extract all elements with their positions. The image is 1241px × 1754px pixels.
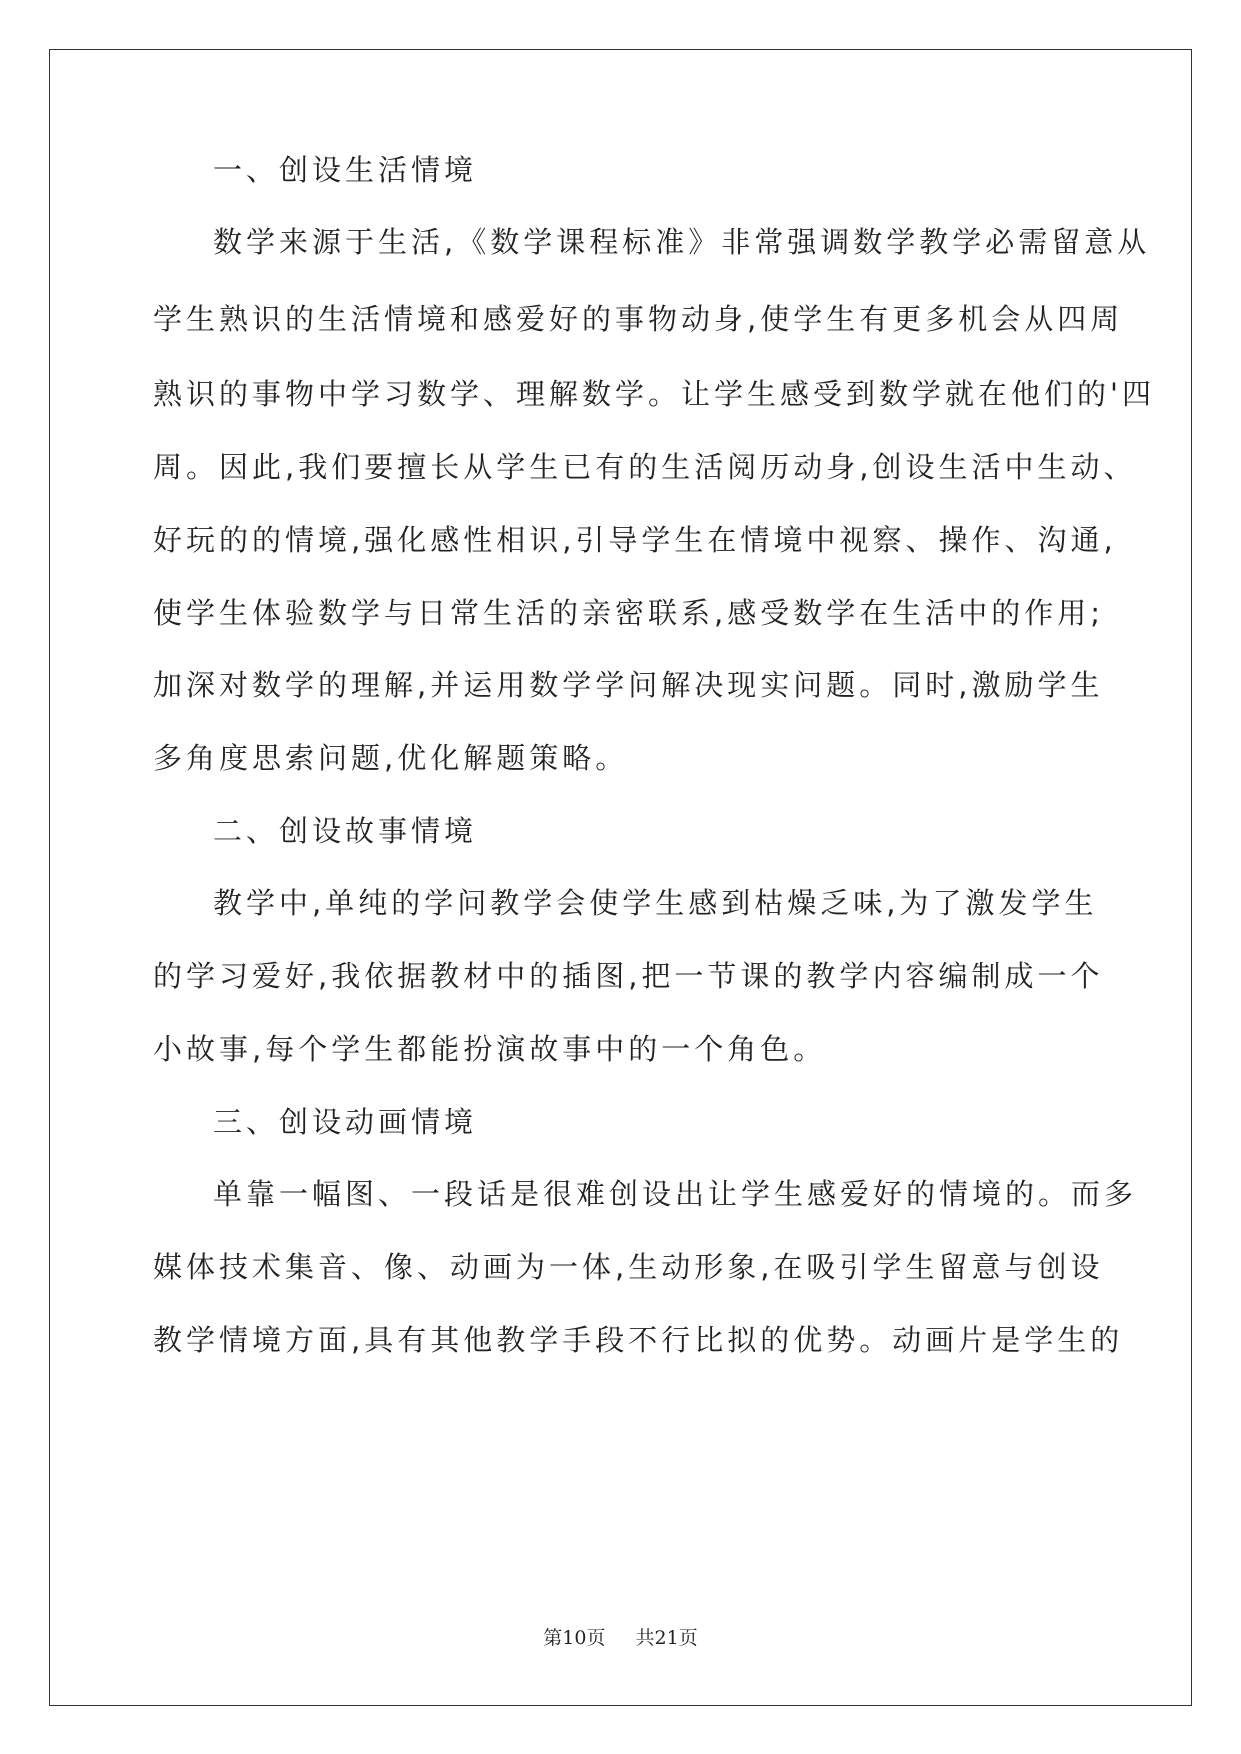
page-number-total: 共21页 (635, 1627, 698, 1649)
section-heading-1: 一、创设生活情境 (213, 153, 478, 187)
page-footer (0, 1623, 1241, 1650)
paragraph-1-line-6: 使学生体验数学与日常生活的亲密联系,感受数学在生活中的作用; (153, 596, 1104, 630)
paragraph-1-line-8: 多角度思索问题,优化解题策略。 (153, 741, 629, 775)
paragraph-3-line-1: 单靠一幅图、一段话是很难创设出让学生感爱好的情境的。而多 (213, 1177, 1138, 1211)
paragraph-1-line-4: 周。因此,我们要擅长从学生已有的生活阅历动身,创设生活中生动、 (153, 450, 1137, 484)
page-number-current: 第10页 (543, 1627, 606, 1649)
paragraph-2-line-3: 小故事,每个学生都能扮演故事中的一个角色。 (153, 1032, 827, 1066)
paragraph-1-line-1: 数学来源于生活,《数学课程标准》非常强调数学教学必需留意从 (213, 225, 1151, 259)
paragraph-1-line-3: 熟识的事物中学习数学、理解数学。让学生感受到数学就在他们的'四 (153, 377, 1155, 411)
page-border (49, 49, 1192, 1706)
paragraph-1-line-2: 学生熟识的生活情境和感爱好的事物动身,使学生有更多机会从四周 (153, 302, 1124, 336)
paragraph-1-line-5: 好玩的的情境,强化感性相识,引导学生在情境中视察、操作、沟通, (153, 523, 1117, 557)
section-heading-2: 二、创设故事情境 (213, 814, 478, 848)
paragraph-2-line-1: 教学中,单纯的学问教学会使学生感到枯燥乏味,为了激发学生 (213, 886, 1098, 920)
section-heading-3: 三、创设动画情境 (213, 1105, 478, 1139)
paragraph-1-line-7: 加深对数学的理解,并运用数学学问解决现实问题。同时,激励学生 (153, 668, 1104, 702)
paragraph-3-line-2: 媒体技术集音、像、动画为一体,生动形象,在吸引学生留意与创设 (153, 1250, 1104, 1284)
paragraph-2-line-2: 的学习爱好,我依据教材中的插图,把一节课的教学内容编制成一个 (153, 959, 1104, 993)
paragraph-3-line-3: 教学情境方面,具有其他教学手段不行比拟的优势。动画片是学生的 (153, 1323, 1124, 1357)
